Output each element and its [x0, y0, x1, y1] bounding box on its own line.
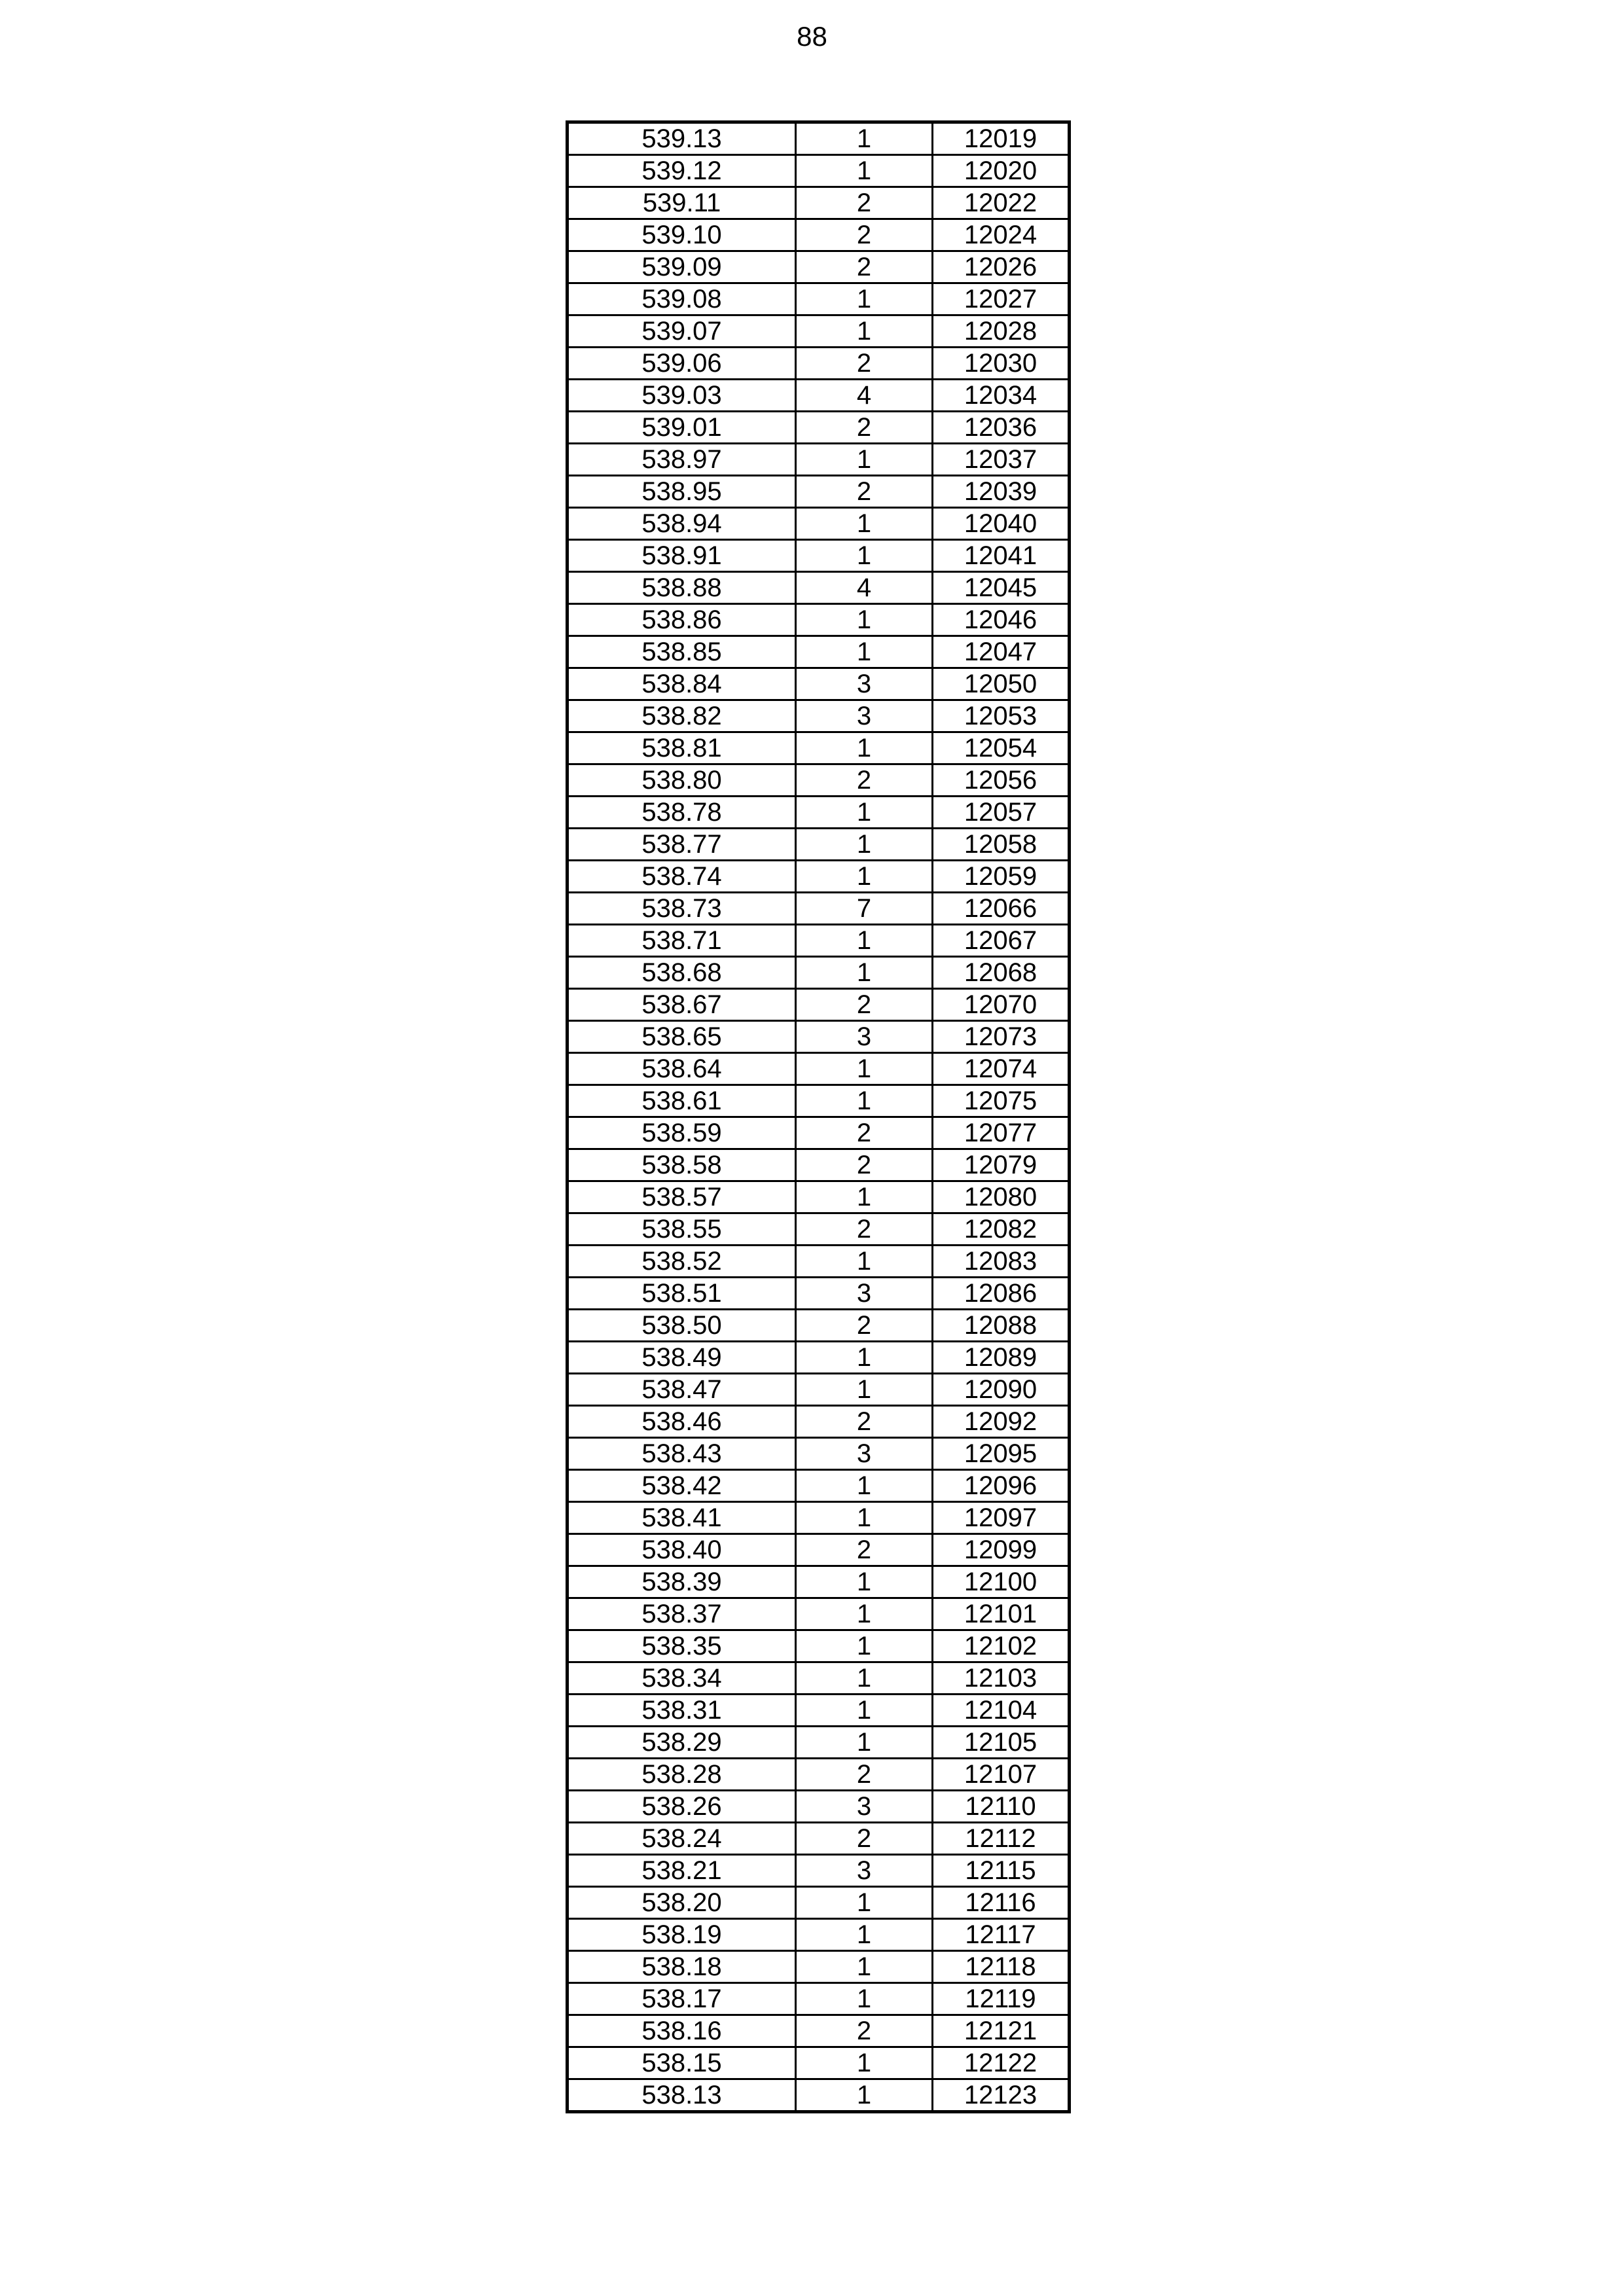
value-cell: 538.31 [568, 1695, 796, 1727]
count-cell: 2 [796, 476, 933, 508]
cumulative-cell: 12058 [933, 829, 1070, 861]
count-cell: 3 [796, 1278, 933, 1310]
value-cell: 538.81 [568, 732, 796, 764]
table-row [568, 636, 1070, 668]
count-cell: 1 [796, 1983, 933, 2015]
value-cell: 538.20 [568, 1887, 796, 1919]
table-row [568, 380, 1070, 412]
value-cell: 538.50 [568, 1310, 796, 1342]
count-cell: 2 [796, 764, 933, 797]
value-cell: 538.61 [568, 1085, 796, 1117]
table-row [568, 1887, 1070, 1919]
value-cell: 538.84 [568, 668, 796, 700]
count-cell: 1 [796, 122, 933, 155]
cumulative-cell: 12046 [933, 604, 1070, 636]
table-row [568, 1759, 1070, 1791]
count-cell: 1 [796, 1246, 933, 1278]
value-cell: 539.09 [568, 251, 796, 283]
value-cell: 538.86 [568, 604, 796, 636]
value-cell: 538.34 [568, 1662, 796, 1695]
value-cell: 538.40 [568, 1534, 796, 1566]
cumulative-cell: 12122 [933, 2047, 1070, 2079]
cumulative-cell: 12059 [933, 861, 1070, 893]
value-cell: 538.74 [568, 861, 796, 893]
count-cell: 1 [796, 636, 933, 668]
cumulative-cell: 12123 [933, 2079, 1070, 2112]
cumulative-cell: 12112 [933, 1823, 1070, 1855]
cumulative-cell: 12103 [933, 1662, 1070, 1695]
cumulative-cell: 12074 [933, 1053, 1070, 1085]
value-cell: 539.01 [568, 412, 796, 444]
cumulative-cell: 12107 [933, 1759, 1070, 1791]
cumulative-cell: 12083 [933, 1246, 1070, 1278]
cumulative-cell: 12068 [933, 957, 1070, 989]
value-cell: 538.39 [568, 1566, 796, 1598]
cumulative-cell: 12056 [933, 764, 1070, 797]
count-cell: 3 [796, 1021, 933, 1053]
cumulative-cell: 12026 [933, 251, 1070, 283]
count-cell: 1 [796, 1695, 933, 1727]
table-row [568, 1246, 1070, 1278]
table-row [568, 1438, 1070, 1470]
table-row [568, 1213, 1070, 1246]
count-cell: 1 [796, 283, 933, 315]
cumulative-cell: 12053 [933, 700, 1070, 732]
cumulative-cell: 12039 [933, 476, 1070, 508]
count-cell: 1 [796, 861, 933, 893]
table-row [568, 508, 1070, 540]
value-cell: 538.35 [568, 1630, 796, 1662]
table-row [568, 668, 1070, 700]
table-row [568, 1342, 1070, 1374]
table-row [568, 861, 1070, 893]
value-cell: 538.57 [568, 1181, 796, 1213]
value-cell: 538.78 [568, 797, 796, 829]
count-cell: 1 [796, 1630, 933, 1662]
table-row [568, 700, 1070, 732]
table-row [568, 219, 1070, 251]
value-cell: 538.49 [568, 1342, 796, 1374]
cumulative-cell: 12080 [933, 1181, 1070, 1213]
value-cell: 538.85 [568, 636, 796, 668]
count-cell: 3 [796, 1855, 933, 1887]
cumulative-cell: 12022 [933, 187, 1070, 219]
table-row [568, 251, 1070, 283]
value-cell: 538.95 [568, 476, 796, 508]
value-cell: 538.97 [568, 444, 796, 476]
count-cell: 1 [796, 1374, 933, 1406]
table-row [568, 829, 1070, 861]
cumulative-cell: 12088 [933, 1310, 1070, 1342]
cumulative-cell: 12077 [933, 1117, 1070, 1149]
count-cell: 2 [796, 1310, 933, 1342]
count-cell: 7 [796, 893, 933, 925]
value-cell: 538.71 [568, 925, 796, 957]
count-cell: 1 [796, 1470, 933, 1502]
cumulative-cell: 12116 [933, 1887, 1070, 1919]
cumulative-cell: 12041 [933, 540, 1070, 572]
cumulative-cell: 12110 [933, 1791, 1070, 1823]
count-cell: 1 [796, 1181, 933, 1213]
value-cell: 538.21 [568, 1855, 796, 1887]
count-cell: 2 [796, 1406, 933, 1438]
count-cell: 2 [796, 1213, 933, 1246]
value-cell: 538.91 [568, 540, 796, 572]
cumulative-cell: 12034 [933, 380, 1070, 412]
table-row [568, 2047, 1070, 2079]
cumulative-cell: 12096 [933, 1470, 1070, 1502]
table-row [568, 957, 1070, 989]
cumulative-cell: 12075 [933, 1085, 1070, 1117]
value-cell: 539.03 [568, 380, 796, 412]
cumulative-cell: 12082 [933, 1213, 1070, 1246]
value-cell: 538.64 [568, 1053, 796, 1085]
count-cell: 1 [796, 1502, 933, 1534]
value-cell: 538.16 [568, 2015, 796, 2047]
table-row [568, 187, 1070, 219]
table-row [568, 1406, 1070, 1438]
table-row [568, 1470, 1070, 1502]
value-cell: 538.65 [568, 1021, 796, 1053]
value-cell: 538.37 [568, 1598, 796, 1630]
table-body [568, 122, 1070, 2112]
value-cell: 538.28 [568, 1759, 796, 1791]
count-cell: 1 [796, 1887, 933, 1919]
cumulative-cell: 12092 [933, 1406, 1070, 1438]
table-row [568, 2015, 1070, 2047]
cumulative-cell: 12097 [933, 1502, 1070, 1534]
cumulative-cell: 12070 [933, 989, 1070, 1021]
table-row [568, 155, 1070, 187]
table-row [568, 315, 1070, 348]
value-cell: 538.59 [568, 1117, 796, 1149]
count-cell: 2 [796, 1534, 933, 1566]
cumulative-cell: 12020 [933, 155, 1070, 187]
value-cell: 538.17 [568, 1983, 796, 2015]
table-row [568, 1374, 1070, 1406]
count-cell: 2 [796, 1759, 933, 1791]
cumulative-cell: 12027 [933, 283, 1070, 315]
table-row [568, 1085, 1070, 1117]
value-cell: 538.18 [568, 1951, 796, 1983]
count-cell: 1 [796, 1727, 933, 1759]
cumulative-cell: 12054 [933, 732, 1070, 764]
table-row [568, 893, 1070, 925]
cumulative-cell: 12028 [933, 315, 1070, 348]
value-cell: 539.07 [568, 315, 796, 348]
count-cell: 1 [796, 540, 933, 572]
cumulative-cell: 12066 [933, 893, 1070, 925]
table-row [568, 476, 1070, 508]
table-row [568, 1278, 1070, 1310]
count-cell: 2 [796, 2015, 933, 2047]
count-cell: 2 [796, 219, 933, 251]
value-cell: 538.15 [568, 2047, 796, 2079]
value-cell: 538.24 [568, 1823, 796, 1855]
count-cell: 1 [796, 508, 933, 540]
cumulative-cell: 12101 [933, 1598, 1070, 1630]
table-row [568, 1021, 1070, 1053]
count-cell: 1 [796, 2079, 933, 2112]
value-cell: 539.10 [568, 219, 796, 251]
value-cell: 538.52 [568, 1246, 796, 1278]
count-cell: 1 [796, 155, 933, 187]
count-cell: 2 [796, 348, 933, 380]
count-cell: 1 [796, 444, 933, 476]
count-cell: 1 [796, 1053, 933, 1085]
count-cell: 1 [796, 1342, 933, 1374]
count-cell: 1 [796, 1662, 933, 1695]
count-cell: 1 [796, 925, 933, 957]
table-row [568, 1181, 1070, 1213]
value-cell: 538.68 [568, 957, 796, 989]
cumulative-cell: 12090 [933, 1374, 1070, 1406]
table-row [568, 2079, 1070, 2112]
cumulative-cell: 12119 [933, 1983, 1070, 2015]
cumulative-cell: 12036 [933, 412, 1070, 444]
value-cell: 538.47 [568, 1374, 796, 1406]
cumulative-cell: 12019 [933, 122, 1070, 155]
value-cell: 538.88 [568, 572, 796, 604]
cumulative-cell: 12121 [933, 2015, 1070, 2047]
value-cell: 538.19 [568, 1919, 796, 1951]
value-cell: 538.29 [568, 1727, 796, 1759]
count-cell: 1 [796, 829, 933, 861]
count-cell: 2 [796, 412, 933, 444]
value-cell: 538.67 [568, 989, 796, 1021]
value-cell: 538.94 [568, 508, 796, 540]
table-row [568, 1727, 1070, 1759]
count-cell: 3 [796, 668, 933, 700]
page-number: 88 [797, 21, 827, 52]
count-cell: 2 [796, 1117, 933, 1149]
cumulative-cell: 12086 [933, 1278, 1070, 1310]
count-cell: 3 [796, 700, 933, 732]
table-row [568, 1695, 1070, 1727]
table-row [568, 283, 1070, 315]
count-cell: 1 [796, 2047, 933, 2079]
value-cell: 539.12 [568, 155, 796, 187]
value-cell: 538.55 [568, 1213, 796, 1246]
table-row [568, 1630, 1070, 1662]
count-cell: 1 [796, 957, 933, 989]
count-cell: 4 [796, 572, 933, 604]
cumulative-cell: 12047 [933, 636, 1070, 668]
table-row [568, 1919, 1070, 1951]
value-cell: 538.77 [568, 829, 796, 861]
table-row [568, 764, 1070, 797]
count-cell: 1 [796, 1951, 933, 1983]
count-cell: 3 [796, 1438, 933, 1470]
cumulative-cell: 12040 [933, 508, 1070, 540]
table-row [568, 1598, 1070, 1630]
table-row [568, 732, 1070, 764]
data-table [566, 120, 1071, 2113]
cumulative-cell: 12100 [933, 1566, 1070, 1598]
value-cell: 538.13 [568, 2079, 796, 2112]
count-cell: 2 [796, 187, 933, 219]
table-row [568, 989, 1070, 1021]
value-cell: 538.73 [568, 893, 796, 925]
cumulative-cell: 12037 [933, 444, 1070, 476]
table-row [568, 925, 1070, 957]
value-cell: 538.41 [568, 1502, 796, 1534]
cumulative-cell: 12057 [933, 797, 1070, 829]
table-row [568, 1855, 1070, 1887]
count-cell: 2 [796, 251, 933, 283]
value-cell: 539.11 [568, 187, 796, 219]
value-cell: 538.26 [568, 1791, 796, 1823]
cumulative-cell: 12115 [933, 1855, 1070, 1887]
table-row [568, 1534, 1070, 1566]
cumulative-cell: 12050 [933, 668, 1070, 700]
table-row [568, 1791, 1070, 1823]
table-row [568, 572, 1070, 604]
table-row [568, 412, 1070, 444]
table-row [568, 1983, 1070, 2015]
value-cell: 538.46 [568, 1406, 796, 1438]
value-cell: 538.42 [568, 1470, 796, 1502]
cumulative-cell: 12089 [933, 1342, 1070, 1374]
value-cell: 538.43 [568, 1438, 796, 1470]
count-cell: 1 [796, 1919, 933, 1951]
count-cell: 2 [796, 1149, 933, 1181]
table-row [568, 1149, 1070, 1181]
value-cell: 538.51 [568, 1278, 796, 1310]
cumulative-cell: 12045 [933, 572, 1070, 604]
count-cell: 4 [796, 380, 933, 412]
table-row [568, 540, 1070, 572]
count-cell: 1 [796, 315, 933, 348]
cumulative-cell: 12024 [933, 219, 1070, 251]
table-row [568, 797, 1070, 829]
count-cell: 2 [796, 1823, 933, 1855]
cumulative-cell: 12117 [933, 1919, 1070, 1951]
table-row [568, 348, 1070, 380]
value-cell: 538.82 [568, 700, 796, 732]
count-cell: 2 [796, 989, 933, 1021]
table-row [568, 1566, 1070, 1598]
cumulative-cell: 12102 [933, 1630, 1070, 1662]
table-row [568, 444, 1070, 476]
value-cell: 539.06 [568, 348, 796, 380]
table-row [568, 122, 1070, 155]
cumulative-cell: 12067 [933, 925, 1070, 957]
count-cell: 1 [796, 604, 933, 636]
table-row [568, 1502, 1070, 1534]
cumulative-cell: 12105 [933, 1727, 1070, 1759]
table-row [568, 1310, 1070, 1342]
value-cell: 538.80 [568, 764, 796, 797]
cumulative-cell: 12104 [933, 1695, 1070, 1727]
cumulative-cell: 12073 [933, 1021, 1070, 1053]
count-cell: 1 [796, 1566, 933, 1598]
count-cell: 1 [796, 1598, 933, 1630]
cumulative-cell: 12118 [933, 1951, 1070, 1983]
value-cell: 538.58 [568, 1149, 796, 1181]
cumulative-cell: 12095 [933, 1438, 1070, 1470]
cumulative-cell: 12099 [933, 1534, 1070, 1566]
table-row [568, 1117, 1070, 1149]
count-cell: 1 [796, 1085, 933, 1117]
count-cell: 1 [796, 797, 933, 829]
table-row [568, 604, 1070, 636]
table-row [568, 1662, 1070, 1695]
table-row [568, 1951, 1070, 1983]
count-cell: 1 [796, 732, 933, 764]
table-row [568, 1823, 1070, 1855]
value-cell: 539.13 [568, 122, 796, 155]
value-cell: 539.08 [568, 283, 796, 315]
count-cell: 3 [796, 1791, 933, 1823]
table-row [568, 1053, 1070, 1085]
cumulative-cell: 12030 [933, 348, 1070, 380]
cumulative-cell: 12079 [933, 1149, 1070, 1181]
